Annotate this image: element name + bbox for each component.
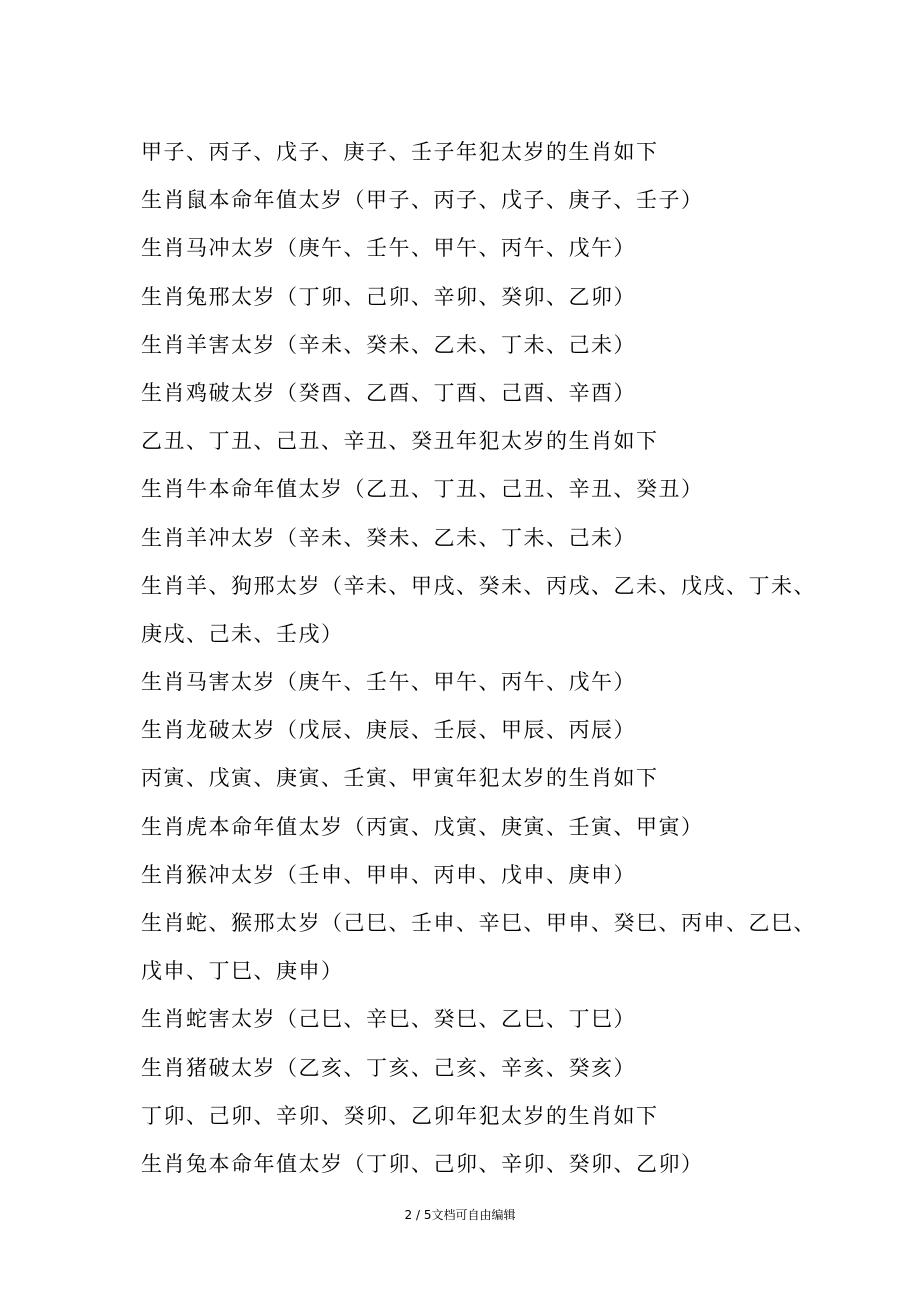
text-line: 生肖鼠本命年值太岁（甲子、丙子、戊子、庚子、壬子） <box>141 188 704 213</box>
text-line: 生肖虎本命年值太岁（丙寅、戊寅、庚寅、壬寅、甲寅） <box>141 814 704 839</box>
document-body <box>141 128 816 1188</box>
text-line: 生肖马害太岁（庚午、壬午、甲午、丙午、戊午） <box>141 670 636 695</box>
text-line: 生肖羊、狗邢太岁（辛未、甲戌、癸未、丙戌、乙未、戊戌、丁未、 <box>141 573 816 598</box>
heading-line-dingmao: 丁卯、己卯、辛卯、癸卯、乙卯年犯太岁的生肖如下 <box>141 1103 659 1128</box>
heading-line-jiazi: 甲子、丙子、戊子、庚子、壬子年犯太岁的生肖如下 <box>141 140 659 164</box>
text-line: 生肖羊冲太岁（辛未、癸未、乙未、丁未、己未） <box>141 525 636 550</box>
page-footer: 2 / 5文档可自由编辑 <box>404 1208 516 1222</box>
text-line: 生肖兔邢太岁（丁卯、己卯、辛卯、癸卯、乙卯） <box>141 284 636 309</box>
text-line: 生肖猪破太岁（乙亥、丁亥、己亥、辛亥、癸亥） <box>141 1055 636 1080</box>
text-line-continuation: 庚戌、己未、壬戌） <box>141 621 344 646</box>
text-line: 生肖马冲太岁（庚午、壬午、甲午、丙午、戊午） <box>141 236 636 261</box>
heading-line-yichou: 乙丑、丁丑、己丑、辛丑、癸丑年犯太岁的生肖如下 <box>141 429 659 454</box>
text-line: 生肖羊害太岁（辛未、癸未、乙未、丁未、己未） <box>141 332 636 357</box>
text-line: 生肖龙破太岁（戊辰、庚辰、壬辰、甲辰、丙辰） <box>141 718 636 743</box>
text-line: 生肖牛本命年值太岁（乙丑、丁丑、己丑、辛丑、癸丑） <box>141 477 704 502</box>
text-line: 生肖蛇害太岁（己巳、辛巳、癸巳、乙巳、丁巳） <box>141 1007 636 1032</box>
text-line: 生肖猴冲太岁（壬申、甲申、丙申、戊申、庚申） <box>141 862 636 887</box>
text-line-continuation: 戊申、丁巳、庚申） <box>141 959 344 984</box>
text-line: 生肖鸡破太岁（癸酉、乙酉、丁酉、己酉、辛酉） <box>141 380 636 405</box>
text-line: 生肖兔本命年值太岁（丁卯、己卯、辛卯、癸卯、乙卯） <box>141 1151 704 1176</box>
heading-line-bingyin: 丙寅、戊寅、庚寅、壬寅、甲寅年犯太岁的生肖如下 <box>141 766 659 791</box>
text-line: 生肖蛇、猴邢太岁（己巳、壬申、辛巳、甲申、癸巳、丙申、乙巳、 <box>141 911 816 935</box>
